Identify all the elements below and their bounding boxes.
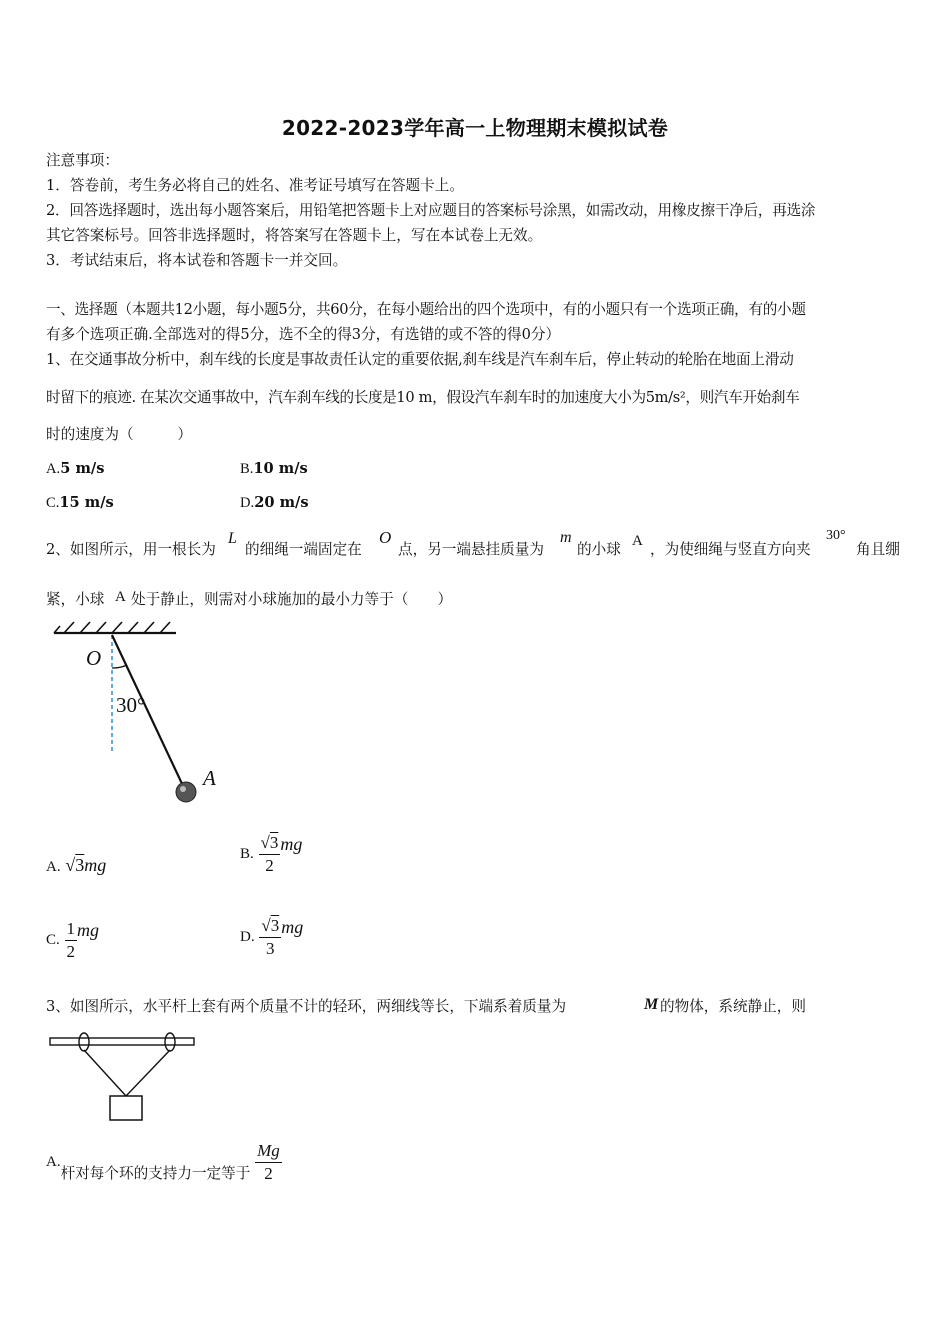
q3-line1-b: 的物体，系统静止，则 bbox=[660, 998, 806, 1015]
q1-option-c: C.15 m/s bbox=[46, 494, 114, 511]
q2-angle: 30° bbox=[826, 528, 846, 543]
figure-label-angle: 30° bbox=[116, 693, 146, 717]
q2-line1-d: 的小球 bbox=[577, 541, 621, 558]
q3-var-M: M bbox=[644, 996, 659, 1013]
q1-option-a: A.5 m/s bbox=[46, 460, 105, 477]
page-title: 2022-2023学年高一上物理期末模拟试卷 bbox=[281, 116, 669, 140]
q2-line2-a: 紧，小球 bbox=[46, 591, 105, 608]
q1-option-d: D.20 m/s bbox=[240, 494, 309, 511]
q2-var-O: O bbox=[379, 528, 392, 547]
q2-line1-c: 点，另一端悬挂质量为 bbox=[398, 541, 544, 558]
q3-option-a: A.杆对每个环的支持力一定等于 $\frac{Mg}{2}$ bbox=[46, 1141, 280, 1183]
q2-line2-b: 处于静止，则需对小球施加的最小力等于（ ） bbox=[131, 591, 453, 608]
q3-line1-a: 3、如图所示，水平杆上套有两个质量不计的轻环，两细线等长，下端系着质量为 bbox=[46, 998, 567, 1015]
q1-line3: 时的速度为（ ） bbox=[46, 426, 192, 443]
q2-option-b: B. $\frac{√3}{2}$ mg bbox=[240, 833, 303, 875]
q2-option-c: C. $\frac{1}{2}$ mg bbox=[46, 919, 100, 961]
notice-item-2-cont: 其它答案标号。回答非选择题时，将答案写在答题卡上，写在本试卷上无效。 bbox=[46, 227, 543, 244]
q2-line1-a: 2、如图所示，用一根长为 bbox=[46, 541, 216, 558]
q3-rings-figure bbox=[46, 1030, 206, 1125]
q2-var-A: A bbox=[632, 533, 643, 549]
q2-line1-f: 角且绷 bbox=[856, 541, 900, 558]
q2-option-a: A. √3mg bbox=[46, 855, 107, 875]
q2-var-m: m bbox=[560, 529, 572, 546]
q2-pendulum-figure bbox=[46, 618, 236, 813]
notice-heading: 注意事项： bbox=[46, 152, 119, 169]
figure-label-A: A bbox=[203, 766, 216, 790]
section-heading-line1: 一、选择题（本题共12小题，每小题5分，共60分，在每小题给出的四个选项中，有的小题只有一个选项正确，有的小题 bbox=[46, 301, 806, 318]
q2-var-L: L bbox=[228, 530, 237, 547]
q2-option-d: D. $\frac{√3}{3}$ mg bbox=[240, 916, 304, 958]
notice-item-3: 3．考试结束后，将本试卷和答题卡一并交回。 bbox=[46, 252, 348, 269]
figure-label-O: O bbox=[86, 646, 102, 670]
q1-option-b: B.10 m/s bbox=[240, 460, 308, 477]
section-heading-line2: 有多个选项正确.全部选对的得5分，选不全的得3分，有选错的或不答的得0分） bbox=[46, 326, 561, 343]
q1-line2: 时留下的痕迹. 在某次交通事故中，汽车刹车线的长度是10 m，假设汽车刹车时的加速度大小为5m/s²，则汽车开始刹车 bbox=[46, 389, 800, 406]
q2-var-A2: A bbox=[115, 589, 126, 605]
q1-line1: 1、在交通事故分析中，刹车线的长度是事故责任认定的重要依据,刹车线是汽车刹车后，停止转动的轮胎在地面上滑动 bbox=[46, 351, 794, 368]
q2-line1-b: 的细绳一端固定在 bbox=[245, 541, 362, 558]
notice-item-1: 1．答卷前，考生务必将自己的姓名、准考证号填写在答题卡上。 bbox=[46, 177, 464, 194]
notice-item-2: 2．回答选择题时，选出每小题答案后，用铅笔把答题卡上对应题目的答案标号涂黑，如需改动，用橡皮擦干净后，再选涂 bbox=[46, 202, 816, 219]
q2-line1-e: ，为使细绳与竖直方向夹 bbox=[650, 541, 811, 558]
